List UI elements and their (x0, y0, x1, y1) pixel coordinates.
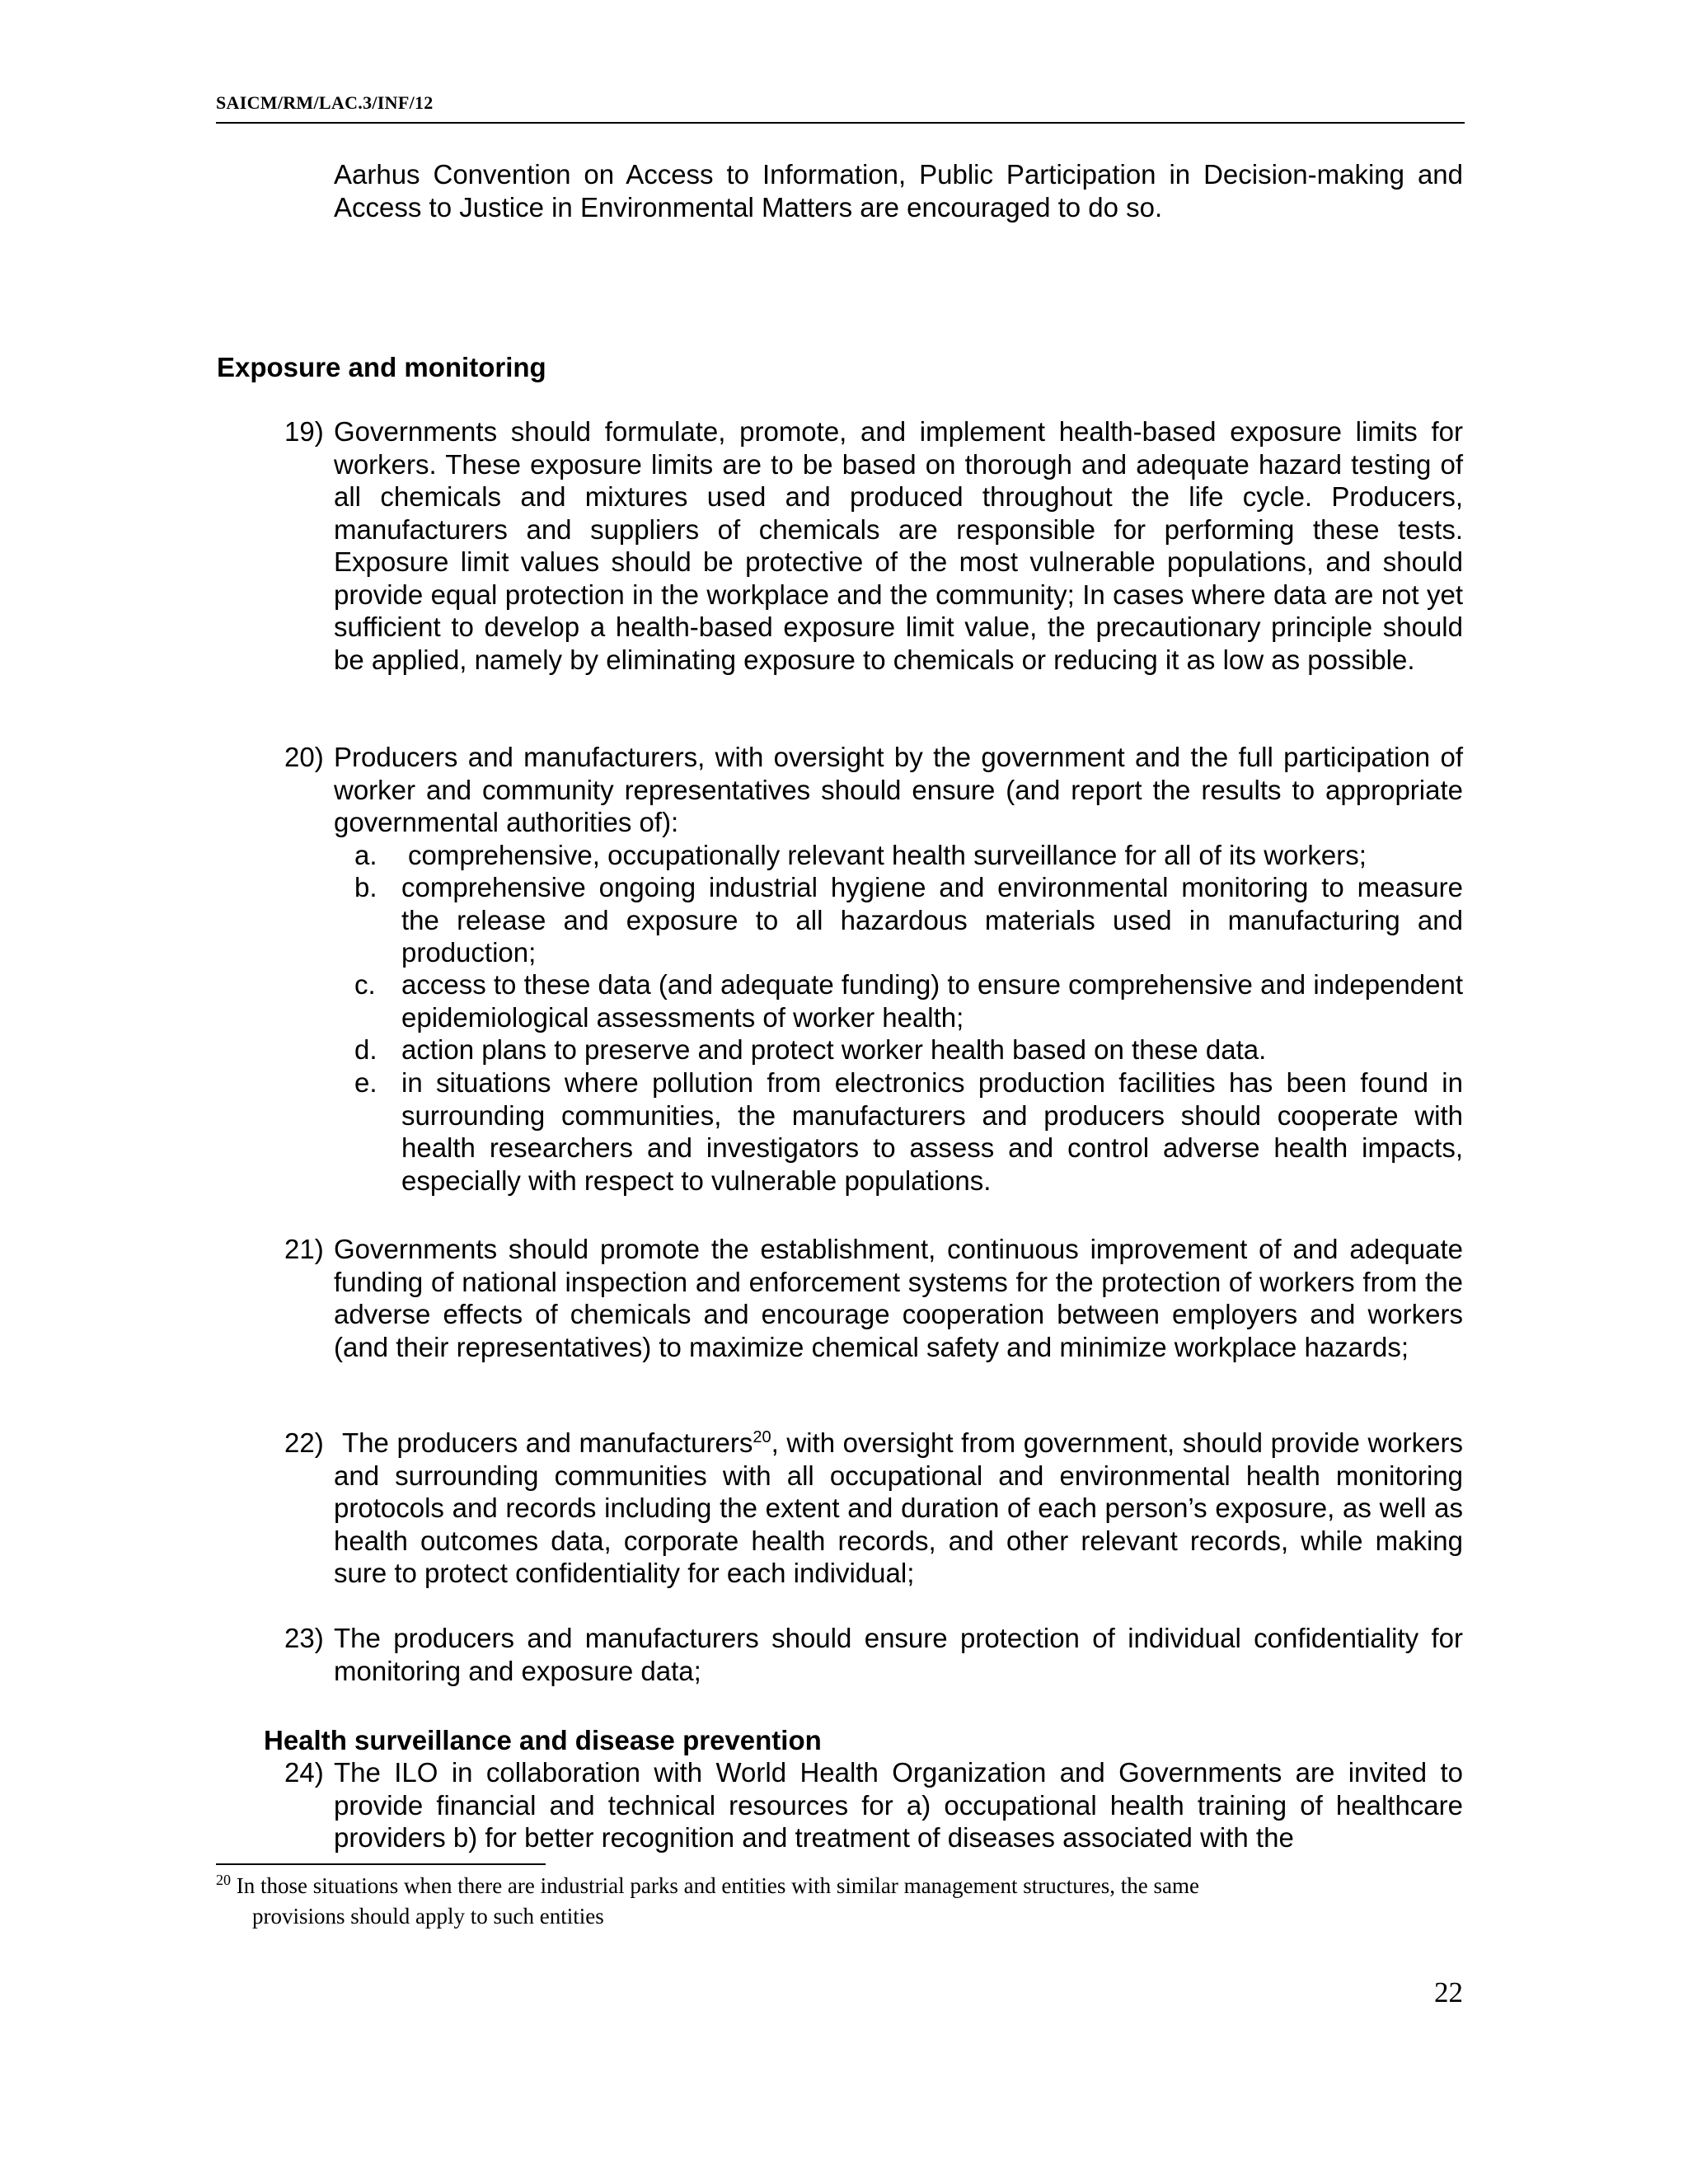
paragraph-23 (284, 1622, 1463, 1687)
paragraph-20 (284, 741, 1463, 839)
list-item-a (354, 839, 1463, 872)
footnote-text-2: provisions should apply to such entities (252, 1904, 604, 1929)
footnote-divider (216, 1863, 546, 1865)
paragraph-19 (284, 415, 1463, 676)
footnote-line-1 (216, 1871, 1386, 1901)
paragraph-lead: The producers and manufacturers (342, 1427, 753, 1458)
list-item-text: comprehensive ongoing industrial hygiene and environmental monitoring to measure the release and exposure to all hazardous materials used in manufacturing and production; (401, 872, 1463, 968)
list-item-b (354, 871, 1463, 969)
paragraph-number: 20) (284, 742, 324, 772)
paragraph-rest: , with oversight from government, should provide workers and surrounding communities with all occupational and environmental health monitoring protocols and records including the extent and duration of each person’s exposure, as well as health outcomes data, corporate health records, and other relevant records, while making sure to protect confidentiality for each individual; (334, 1427, 1463, 1588)
list-item-letter: c. (354, 969, 376, 1000)
footnote-text-1: In those situations when there are industrial parks and entities with similar management structures, the same (236, 1873, 1199, 1898)
paragraph-text: The producers and manufacturers should ensure protection of individual confidentiality for monitoring and exposure data; (334, 1623, 1463, 1686)
footnote-reference[interactable]: 20 (753, 1428, 771, 1446)
paragraph-text (334, 1427, 1463, 1590)
list-item-text: comprehensive, occupationally relevant health surveillance for all of its workers; (408, 840, 1367, 870)
paragraph-21 (284, 1233, 1463, 1363)
list-item-d (354, 1033, 1463, 1066)
paragraph-number: 22) (284, 1427, 324, 1458)
paragraph-text: Governments should formulate, promote, and implement health-based exposure limits for workers. These exposure limits are to be based on thorough and adequate hazard testing of all chemicals and mixtures used and produced throughout the life cycle. Producers, manufacturers and suppliers of chemicals are responsible for performing these tests. Exposure limit values should be protective of the most vulnerable populations, and should provide equal protection in the workplace and the community; In cases where data are not yet sufficient to develop a health-based exposure limit value, the precautionary principle should be applied, namely by eliminating exposure to chemicals or reducing it as low as possible. (334, 416, 1463, 675)
list-item-letter: e. (354, 1067, 377, 1098)
section-heading-health: Health surveillance and disease prevention (264, 1725, 822, 1755)
list-item-text: action plans to preserve and protect worker health based on these data. (401, 1034, 1267, 1065)
paragraph-number: 24) (284, 1757, 324, 1788)
list-item-e (354, 1066, 1463, 1197)
list-item-text: in situations where pollution from electronics production facilities has been found in surrounding communities, the manufacturers and producers should cooperate with health researchers and investigators to assess and control adverse health impacts, especially with respect to vulnerable populations. (401, 1067, 1463, 1196)
list-item-letter: b. (354, 872, 377, 902)
intro-paragraph: Aarhus Convention on Access to Information, Public Participation in Decision-making and Access to Justice in Environmental Matters are encouraged to do so. (334, 159, 1463, 223)
paragraph-number: 21) (284, 1234, 324, 1264)
section-heading-exposure: Exposure and monitoring (217, 352, 546, 382)
paragraph-24 (284, 1756, 1463, 1854)
paragraph-text: Producers and manufacturers, with oversight by the government and the full participation of worker and community representatives should ensure (and report the results to appropriate governmental authorities of): (334, 742, 1463, 837)
list-item-c (354, 968, 1463, 1033)
paragraph-text: Governments should promote the establishment, continuous improvement of and adequate funding of national inspection and enforcement systems for the protection of workers from the adverse effects of chemicals and encourage cooperation between employers and workers (and their representatives) to maximize chemical safety and minimize workplace hazards; (334, 1234, 1463, 1362)
list-item-text: access to these data (and adequate funding) to ensure comprehensive and independent epidemiological assessments of worker health; (401, 969, 1463, 1033)
paragraph-number: 23) (284, 1623, 324, 1653)
paragraph-22 (284, 1427, 1463, 1590)
list-item-letter: d. (354, 1034, 377, 1065)
paragraph-number: 19) (284, 416, 324, 447)
list-item-letter: a. (354, 840, 377, 870)
page-number: 22 (1434, 1976, 1463, 2008)
paragraph-text: The ILO in collaboration with World Health Organization and Governments are invited to provide financial and technical resources for a) occupational health training of healthcare providers b) for better recognition and treatment of diseases associated with the (334, 1757, 1463, 1853)
footnote (216, 1871, 1386, 1932)
footnote-number: 20 (216, 1872, 231, 1888)
document-code-header: SAICM/RM/LAC.3/INF/12 (216, 92, 1465, 124)
